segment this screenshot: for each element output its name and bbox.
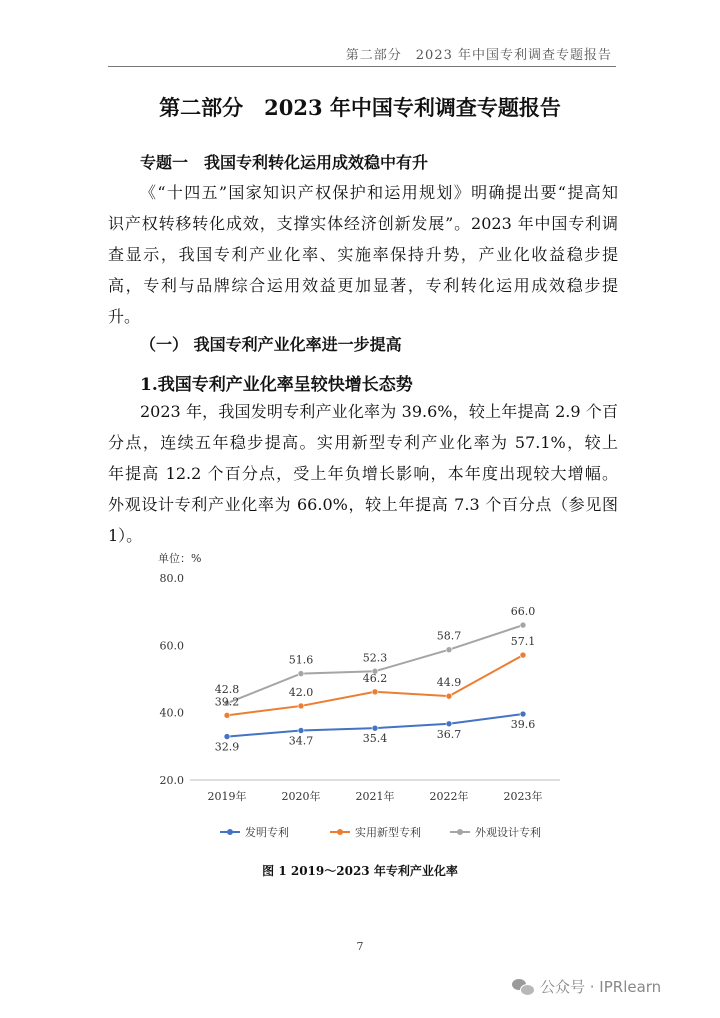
data-point — [446, 721, 452, 727]
data-label: 46.2 — [362, 671, 388, 685]
body-line: 1）。 — [108, 526, 143, 545]
data-point — [298, 671, 304, 677]
intro-line: 高，专利与品牌综合运用效益更加显著，专利转化运用成效稳步提 — [108, 276, 618, 295]
data-label: 39.6 — [510, 718, 536, 732]
body-line: 年提高 12.2 个百分点，受上年负增长影响，本年度出现较大增幅。 — [108, 464, 618, 483]
subsub-heading: 1.我国专利产业化率呈较快增长态势 — [140, 375, 413, 395]
x-tick-label: 2021年 — [355, 790, 395, 803]
legend-marker — [457, 829, 463, 835]
watermark-text: 公众号 · IPRlearn — [540, 978, 662, 996]
data-label: 39.2 — [214, 695, 240, 709]
data-point — [298, 728, 304, 734]
legend-label: 外观设计专利 — [475, 826, 541, 839]
y-tick-label: 20.0 — [159, 774, 184, 787]
running-header: 第二部分 2023 年中国专利调查专题报告 — [345, 48, 612, 63]
y-tick-label: 80.0 — [159, 572, 184, 585]
data-point — [224, 712, 230, 718]
data-point — [298, 703, 304, 709]
body-line: 外观设计专利产业化率为 66.0%，较上年提高 7.3 个百分点（参见图 — [108, 495, 618, 514]
intro-paragraph — [108, 177, 618, 332]
watermark — [512, 976, 661, 997]
data-point — [372, 689, 378, 695]
data-label: 52.3 — [362, 651, 388, 665]
wechat-icon — [512, 978, 534, 996]
sub-heading: （一） 我国专利产业化率进一步提高 — [140, 335, 402, 354]
topic-title: 专题一 我国专利转化运用成效稳中有升 — [140, 153, 429, 172]
section-title: 第二部分 2023 年中国专利调查专题报告 — [159, 95, 561, 120]
data-label: 32.9 — [214, 740, 240, 754]
legend-marker — [337, 829, 343, 835]
body-line: 分点，连续五年稳步提高。实用新型专利产业化率为 57.1%，较上 — [108, 433, 618, 452]
body-line: 2023 年，我国发明专利产业化率为 39.6%，较上年提高 2.9 个百 — [140, 402, 618, 421]
data-label: 66.0 — [510, 605, 536, 619]
intro-line: 识产权转移转化成效，支撑实体经济创新发展”。2023 年中国专利调 — [108, 214, 618, 233]
legend-label: 实用新型专利 — [355, 826, 421, 839]
data-label: 57.1 — [510, 635, 536, 649]
data-label: 36.7 — [436, 727, 462, 741]
data-label: 35.4 — [362, 732, 388, 746]
data-label: 58.7 — [436, 629, 462, 643]
y-tick-label: 40.0 — [159, 706, 184, 720]
intro-line: 《“十四五”国家知识产权保护和运用规划》明确提出要“提高知 — [140, 183, 618, 202]
data-point — [372, 725, 378, 731]
figure-caption: 图 1 2019～2023 年专利产业化率 — [262, 864, 458, 878]
header-rule — [108, 66, 616, 67]
chart-series-layer — [215, 605, 536, 753]
legend-marker — [227, 829, 233, 835]
legend-label: 发明专利 — [245, 826, 289, 839]
data-point — [446, 647, 452, 653]
data-label: 34.7 — [288, 734, 314, 748]
patent-industrialization-chart — [150, 546, 590, 856]
page-number: 7 — [356, 940, 364, 953]
data-point — [446, 693, 452, 699]
y-tick-label: 60.0 — [159, 639, 184, 653]
intro-line: 查显示，我国专利产业化率、实施率保持升势，产业化收益稳步提 — [108, 245, 618, 264]
data-point — [520, 652, 526, 658]
data-label: 51.6 — [288, 653, 314, 667]
intro-line: 升。 — [108, 307, 141, 326]
data-label: 44.9 — [436, 676, 462, 690]
x-tick-label: 2019年 — [207, 790, 247, 803]
data-point — [520, 622, 526, 628]
data-point — [224, 734, 230, 740]
body-paragraph — [108, 396, 618, 551]
x-tick-label: 2023年 — [503, 790, 543, 803]
data-label: 42.8 — [214, 683, 240, 697]
data-label: 42.0 — [288, 685, 314, 699]
chart-legend — [220, 825, 541, 839]
chart-unit-label: 单位：% — [158, 552, 202, 565]
x-tick-label: 2020年 — [281, 790, 321, 803]
data-point — [520, 711, 526, 717]
x-tick-label: 2022年 — [429, 790, 469, 803]
